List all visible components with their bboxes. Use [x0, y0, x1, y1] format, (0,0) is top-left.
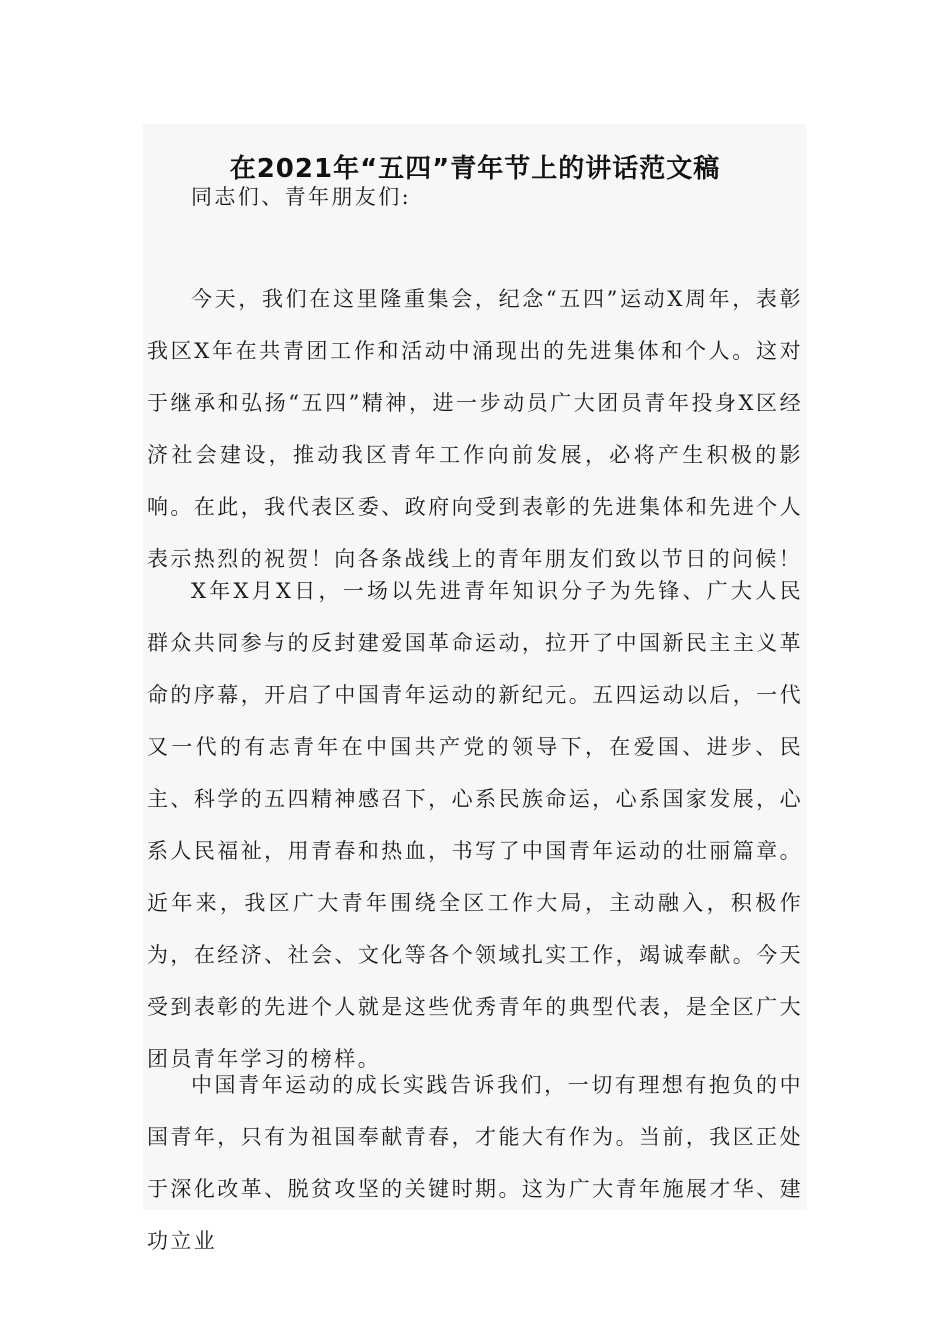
paragraph-1: 今天，我们在这里隆重集会，纪念“五四”运动X周年，表彰我区X年在共青团工作和活动中涌现出的先进集体和个人。这对于继承和弘扬“五四”精神，进一步动员广大团员青年投身X区经济社会建设，推动我区青年工作向前发展，必将产生积极的影响。在此，我代表区委、政府向受到表彰的先进集体和先进个人表示热烈的祝贺！向各条战线上的青年朋友们致以节日的问候！: [147, 287, 803, 571]
salutation: 同志们、青年朋友们:: [191, 185, 412, 209]
document-page: [143, 124, 807, 1253]
document-title: 在2021年“五四”青年节上的讲话范文稿: [229, 154, 721, 185]
paragraph-3: 中国青年运动的成长实践告诉我们，一切有理想有抱负的中国青年，只有为祖国奉献青春，才能大有作为。当前，我区正处于深化改革、脱贫攻坚的关键时期。这为广大青年施展才华、建功立业: [147, 1073, 803, 1253]
paragraph-2: X年X月X日，一场以先进青年知识分子为先锋、广大人民群众共同参与的反封建爱国革命运动，拉开了中国新民主主义革命的序幕，开启了中国青年运动的新纪元。五四运动以后，一代又一代的有志青年在中国共产党的领导下，在爱国、进步、民主、科学的五四精神感召下，心系民族命运，心系国家发展，心系人民福祉，用青春和热血，书写了中国青年运动的壮丽篇章。近年来，我区广大青年围绕全区工作大局，主动融入，积极作为，在经济、社会、文化等各个领域扎实工作，竭诚奉献。今天受到表彰的先进个人就是这些优秀青年的典型代表，是全区广大团员青年学习的榜样。: [147, 579, 803, 1071]
